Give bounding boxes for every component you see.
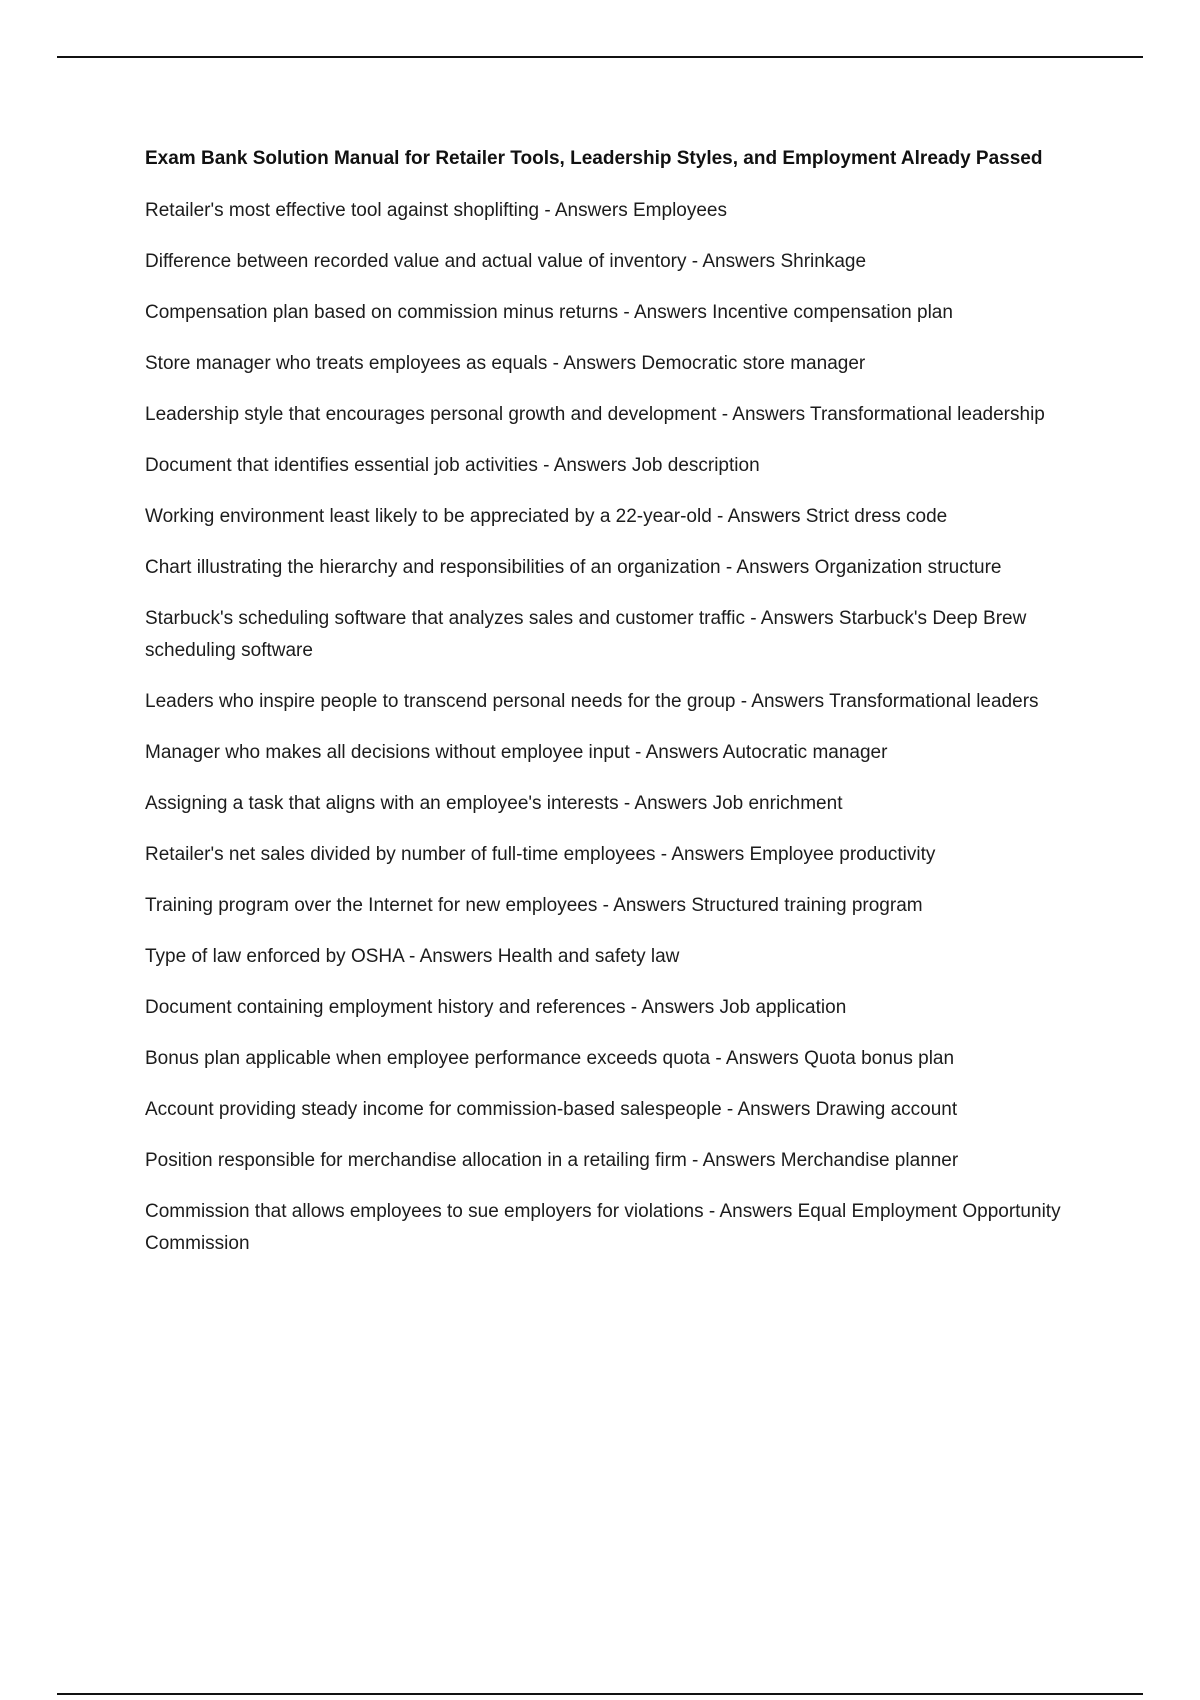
header-rule xyxy=(57,56,1143,58)
qa-item: Starbuck's scheduling software that analyzes sales and customer traffic - Answers Starbuck's Deep Brew scheduling software xyxy=(145,608,1027,661)
qa-item: Position responsible for merchandise allocation in a retailing firm - Answers Merchandise planner xyxy=(145,1150,959,1171)
qa-item: Training program over the Internet for new employees - Answers Structured training program xyxy=(145,895,923,916)
qa-item: Difference between recorded value and actual value of inventory - Answers Shrinkage xyxy=(145,251,867,272)
qa-item: Chart illustrating the hierarchy and responsibilities of an organization - Answers Organization structure xyxy=(145,557,1002,578)
document-title: Exam Bank Solution Manual for Retailer Tools, Leadership Styles, and Employment Already Passed xyxy=(145,148,1043,169)
qa-item: Retailer's net sales divided by number of full-time employees - Answers Employee productivity xyxy=(145,844,936,865)
qa-item: Assigning a task that aligns with an employee's interests - Answers Job enrichment xyxy=(145,793,843,814)
qa-item: Leaders who inspire people to transcend personal needs for the group - Answers Transformational leaders xyxy=(145,691,1039,712)
qa-item: Document containing employment history and references - Answers Job application xyxy=(145,997,847,1018)
qa-item: Type of law enforced by OSHA - Answers Health and safety law xyxy=(145,946,680,967)
qa-item: Document that identifies essential job activities - Answers Job description xyxy=(145,455,760,476)
qa-item: Commission that allows employees to sue employers for violations - Answers Equal Employment Opportunity Commission xyxy=(145,1201,1061,1254)
qa-item: Account providing steady income for commission-based salespeople - Answers Drawing account xyxy=(145,1099,958,1120)
document-body xyxy=(145,143,1090,1279)
qa-item: Working environment least likely to be appreciated by a 22-year-old - Answers Strict dress code xyxy=(145,506,948,527)
qa-item: Retailer's most effective tool against shoplifting - Answers Employees xyxy=(145,200,727,221)
qa-item: Bonus plan applicable when employee performance exceeds quota - Answers Quota bonus plan xyxy=(145,1048,955,1069)
qa-item: Manager who makes all decisions without employee input - Answers Autocratic manager xyxy=(145,742,888,763)
question-answer-list xyxy=(145,195,1090,1260)
qa-item: Compensation plan based on commission minus returns - Answers Incentive compensation plan xyxy=(145,302,953,323)
qa-item: Leadership style that encourages personal growth and development - Answers Transformational leadership xyxy=(145,404,1045,425)
qa-item: Store manager who treats employees as equals - Answers Democratic store manager xyxy=(145,353,866,374)
footer-rule xyxy=(57,1693,1143,1695)
